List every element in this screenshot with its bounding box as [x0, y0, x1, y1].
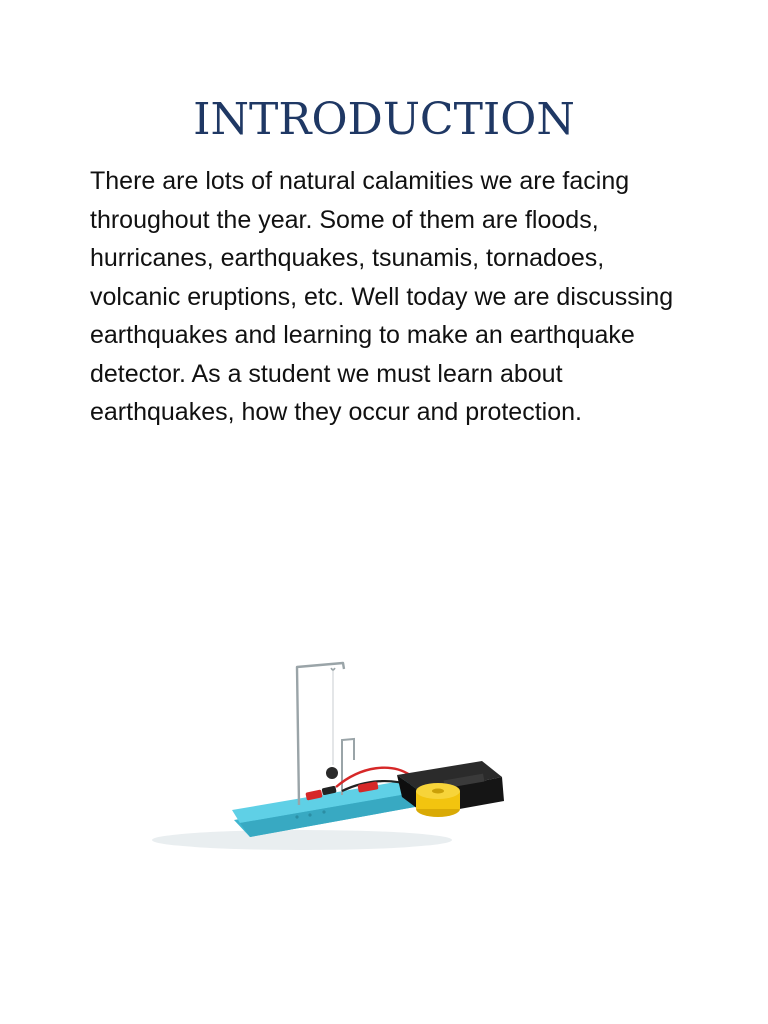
board-hole [295, 815, 298, 818]
page-title: INTRODUCTION [193, 94, 575, 145]
base-shadow [152, 830, 452, 850]
earthquake-detector-image [92, 565, 602, 915]
pendulum-weight [326, 767, 338, 779]
board-hole [322, 810, 325, 813]
intro-paragraph: There are lots of natural calamities we are facing throughout the year. Some of them are floods, hurricanes, earthquakes, tsunamis, tornadoes, volcanic eruptions, etc. Well today we are discussing earthquakes and learning to make an earthquake detector. As a student we must learn about earthquakes, how they occur and protection. [90, 167, 674, 426]
board-hole [308, 813, 311, 816]
buzzer-hole [432, 789, 444, 794]
earthquake-detector-illustration [92, 565, 602, 915]
wire-stand [297, 663, 344, 805]
